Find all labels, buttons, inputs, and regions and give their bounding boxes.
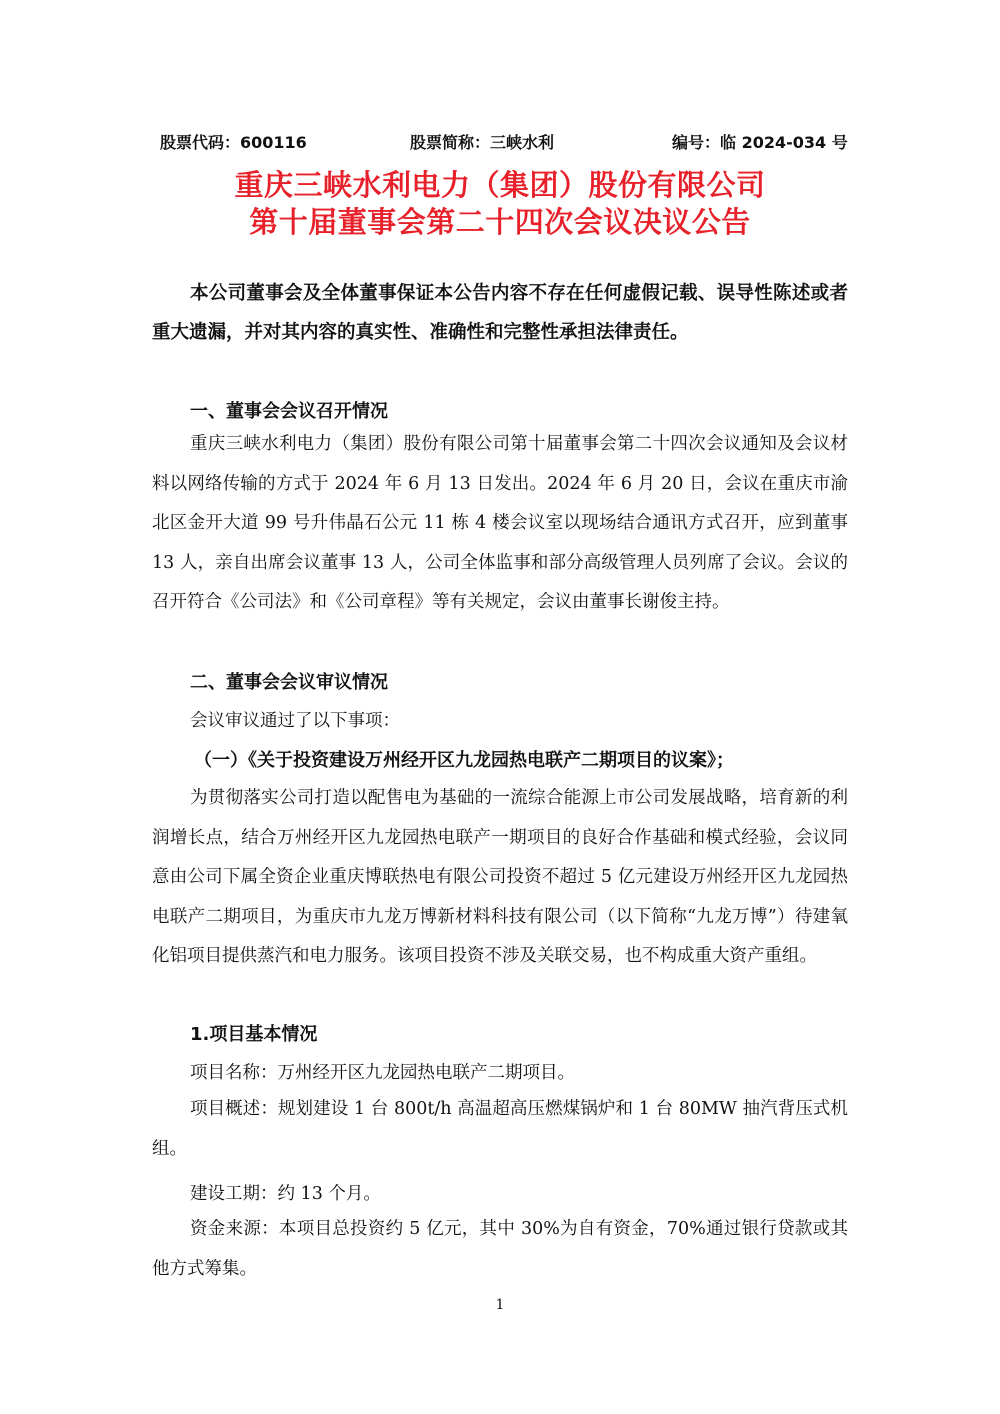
board-statement: 本公司董事会及全体董事保证本公告内容不存在任何虚假记载、误导性陈述或者重大遗漏，并对其内容的真实性、准确性和完整性承担法律责任。 [152,283,848,343]
motion-1-body: 为贯彻落实公司打造以配售电为基础的一流综合能源上市公司发展战略，培育新的利润增长点，结合万州经开区九龙园热电联产一期项目的良好合作基础和模式经验，会议同意由公司下属全资企业重庆博联热电有限公司投资不超过 5 亿元建设万州经开区九龙园热电联产二期项目，为重庆市九龙万博新材料科技有限公司（以下简称“九龙万博”）待建氧化铝项目提供蒸汽和电力服务。该项目投资不涉及关联交易，也不构成重大资产重组。 [152,788,848,966]
project-info-heading: 1.项目基本情况 [190,1024,318,1045]
document-number: 编号：临 2024-034 号 [672,133,848,152]
section-2-heading: 二、董事会会议审议情况 [190,672,388,693]
funding-source: 资金来源：本项目总投资约 5 亿元，其中 30%为自有资金，70%通过银行贷款或其他方式筹集。 [152,1219,848,1279]
section-2-intro: 会议审议通过了以下事项： [190,711,400,731]
title-line-2: 第十届董事会第二十四次会议决议公告 [249,205,751,239]
stock-code: 股票代码：600116 [160,133,307,152]
title-line-1: 重庆三峡水利电力（集团）股份有限公司 [234,168,766,202]
project-name: 项目名称：万州经开区九龙园热电联产二期项目。 [190,1063,575,1083]
construction-period: 建设工期：约 13 个月。 [190,1184,381,1204]
project-overview: 项目概述：规划建设 1 台 800t/h 高温超高压燃煤锅炉和 1 台 80MW 抽汽背压式机组。 [152,1099,848,1159]
page-number: 1 [495,1297,505,1313]
motion-1-title: （一）《关于投资建设万州经开区九龙园热电联产二期项目的议案》； [194,750,734,771]
section-1-heading: 一、董事会会议召开情况 [190,401,388,422]
section-1-body: 重庆三峡水利电力（集团）股份有限公司第十届董事会第二十四次会议通知及会议材料以网络传输的方式于 2024 年 6 月 13 日发出。2024 年 6 月 20 日，会议在重庆市渝北区金开大道 99 号升伟晶石公元 11 栋 4 楼会议室以现场结合通讯方式召开，应到董事 13 人，亲自出席会议董事 13 人，公司全体监事和部分高级管理人员列席了会议。会议的召开符合《公司法》和《公司章程》等有关规定，会议由董事长谢俊主持。 [152,434,848,612]
stock-name: 股票简称：三峡水利 [410,133,555,152]
